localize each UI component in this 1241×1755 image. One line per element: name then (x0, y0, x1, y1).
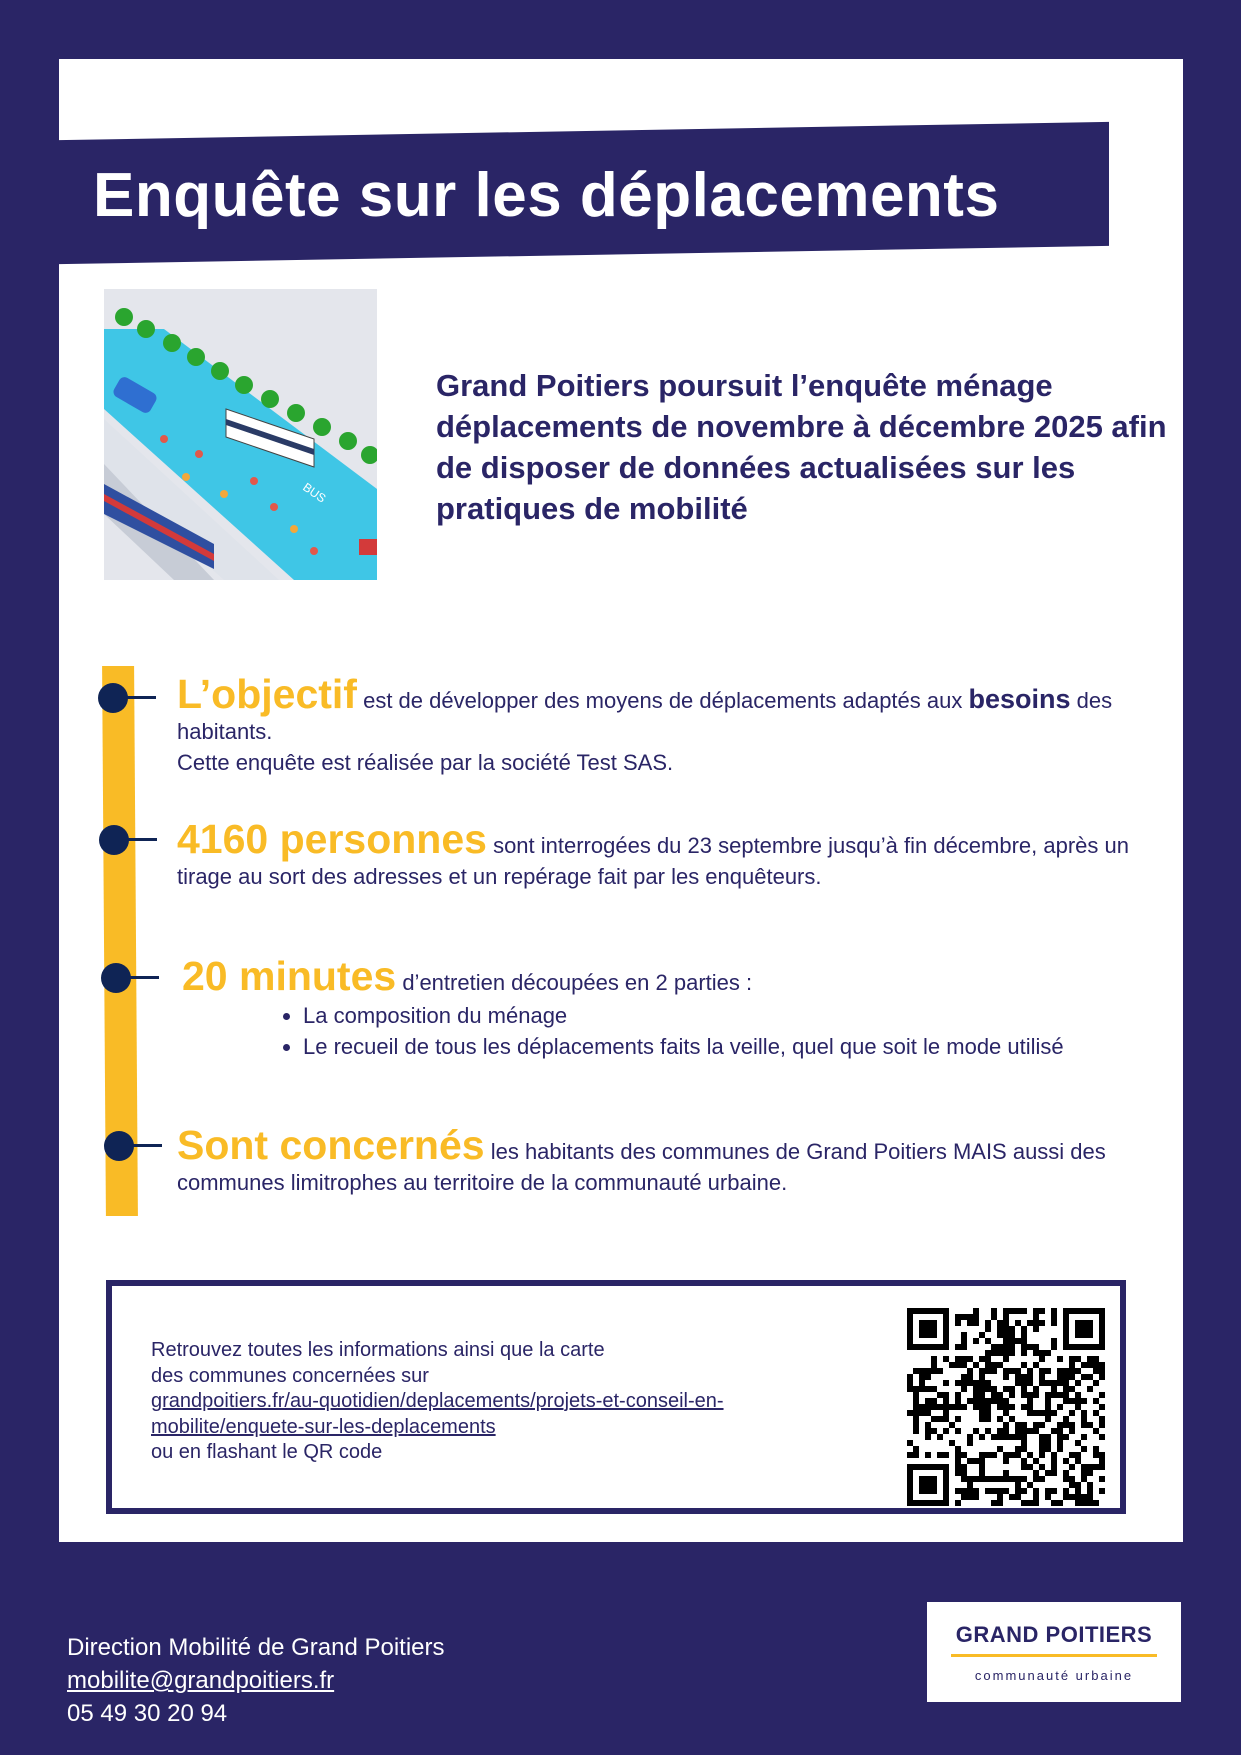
list-item: • Le recueil de tous les déplacements faits la veille, quel que soit le mode utilisé (303, 1031, 1157, 1062)
objective-text-b: des habitants. (177, 688, 1113, 744)
objective-highlight: L’objectif (177, 671, 357, 717)
info-line2: des communes concernées sur (151, 1364, 429, 1387)
timeline-dot (98, 683, 128, 713)
concerned-text: les habitants des communes de Grand Poitiers MAIS aussi des communes limitrophes au territoire de la communauté urbaine. (177, 1139, 1106, 1195)
objective-line2: Cette enquête est réalisée par la société Test SAS. (177, 750, 674, 775)
intro-text: Grand Poitiers poursuit l’enquête ménage déplacements de novembre à décembre 2025 afin de disposer de données actualisées sur les pratiques de mobilité (436, 368, 1167, 526)
concerned-highlight: Sont concernés (177, 1122, 485, 1168)
page-title: Enquête sur les déplacements (93, 161, 1000, 230)
grand-poitiers-logo (927, 1602, 1181, 1702)
logo-divider (951, 1654, 1157, 1657)
timeline-tick (129, 976, 159, 979)
footer-org: Direction Mobilité de Grand Poitiers (67, 1634, 445, 1661)
timeline-tick (126, 696, 156, 699)
concerned-item (177, 1122, 1157, 1198)
duration-item (182, 953, 1157, 1062)
respondents-item (177, 816, 1157, 892)
info-link[interactable]: grandpoitiers.fr/au-quotidien/deplacements/projets-et-conseil-en-mobilite/enquete-sur-les-deplacements (151, 1390, 724, 1438)
timeline-tick (132, 1144, 162, 1147)
duration-text: d’entretien découpées en 2 parties : (396, 970, 753, 995)
objective-strong: besoins (968, 684, 1071, 714)
duration-bullets (182, 1000, 1157, 1062)
timeline-tick (127, 838, 157, 841)
respondents-text: sont interrogées du 23 septembre jusqu’à fin décembre, après un tirage au sort des adresses et un repérage fait par les enquêteurs. (177, 833, 1130, 889)
info-line3: ou en flashant le QR code (151, 1441, 383, 1463)
respondents-highlight: 4160 personnes (177, 816, 487, 862)
poster-sheet (59, 59, 1183, 1542)
logo-subtitle: communauté urbaine (974, 1668, 1134, 1683)
list-item: • La composition du ménage (303, 1000, 1157, 1031)
objective-text-a: est de développer des moyens de déplacements adaptés aux (356, 688, 969, 713)
bus-lane-label: BUS (300, 479, 329, 506)
qr-code[interactable] (907, 1308, 1105, 1506)
duration-highlight: 20 minutes (182, 953, 397, 999)
footer-email[interactable]: mobilite@grandpoitiers.fr (67, 1667, 335, 1694)
timeline-dot (101, 963, 131, 993)
footer-contact (67, 1631, 445, 1730)
footer-phone: 05 49 30 20 94 (67, 1700, 228, 1727)
info-line1: Retrouvez toutes les informations ainsi que la carte (151, 1339, 605, 1361)
mobility-illustration (104, 289, 377, 580)
mobility-illustration-svg (104, 289, 377, 580)
objective-item (177, 671, 1157, 778)
timeline-dot (99, 825, 129, 855)
logo-name: GRAND POITIERS (955, 1622, 1153, 1647)
info-box (106, 1280, 1126, 1514)
info-text (151, 1338, 871, 1466)
timeline-dot (104, 1131, 134, 1161)
